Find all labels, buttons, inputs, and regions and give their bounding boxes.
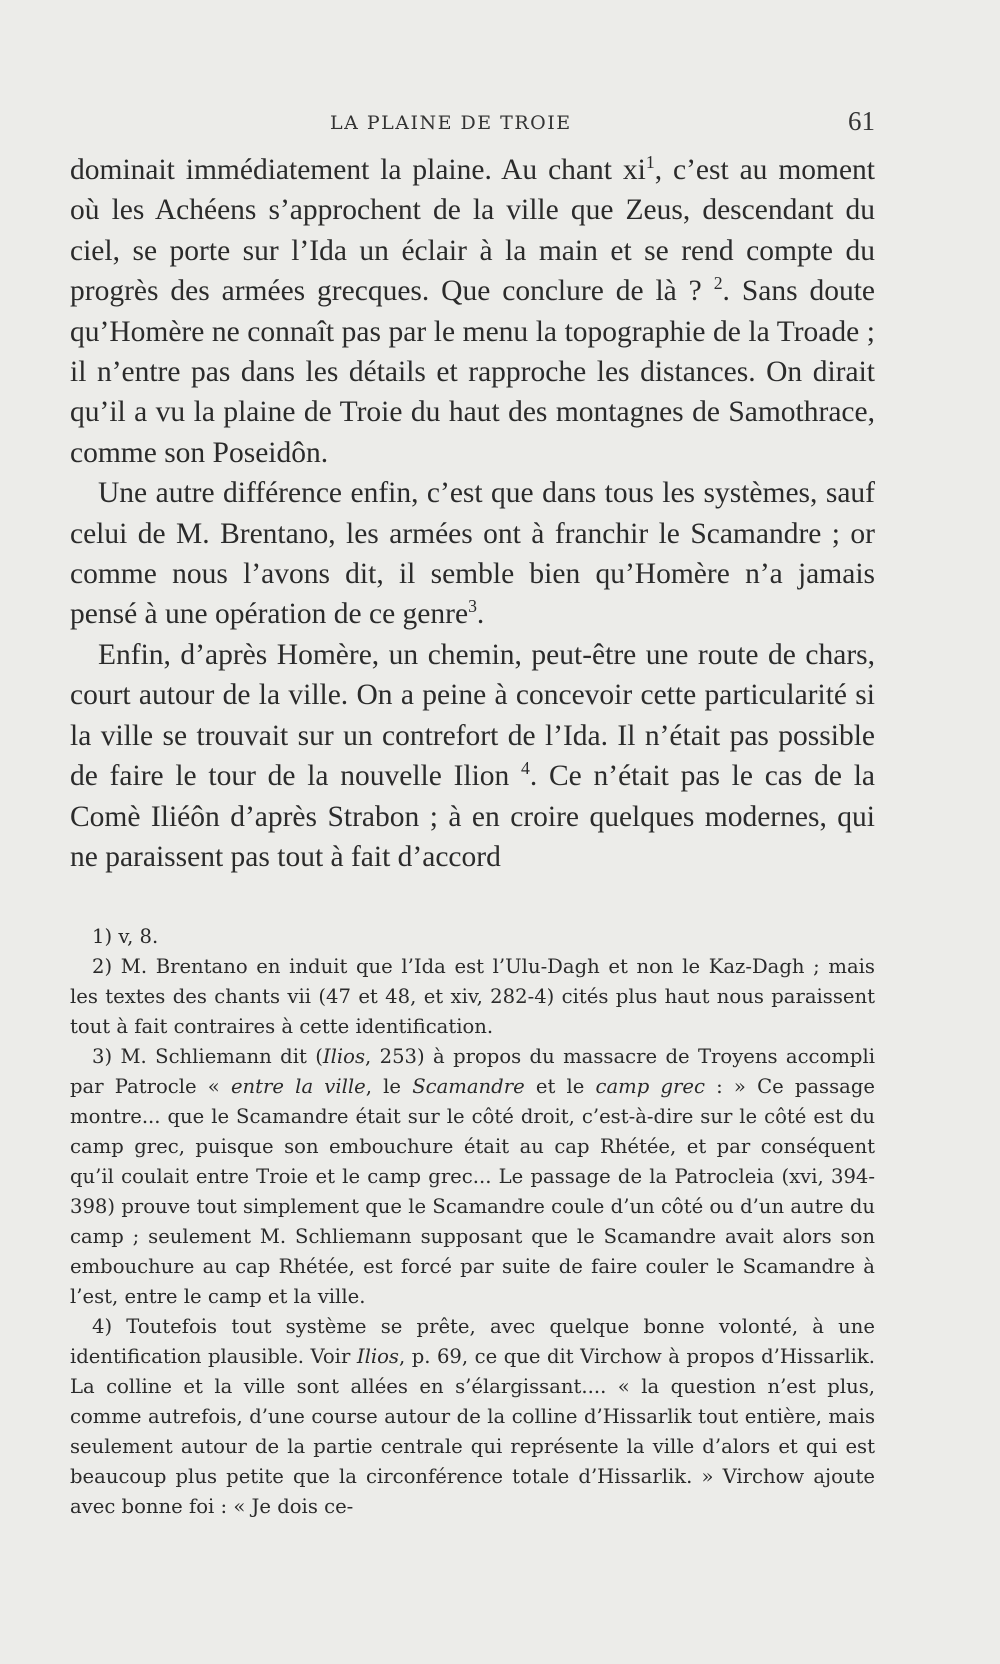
running-title: LA PLAINE DE TROIE <box>330 112 572 134</box>
footnote-2: 2) M. Brentano en induit que l’Ida est l’Ulu-Dagh et non le Kaz-Dagh ; mais les textes des chants vii (47 et 48, et xiv, 282-4) cités plus haut nous paraissent tout à fait contraires à cette identification. <box>70 955 875 1038</box>
text-run: , c’est au moment où les Achéens s’approchent de la ville que Zeus, descendant du ciel, se porte sur l’Ida un éclair à la main et se rend compte du progrès des armées grecques. Que conclure de là ? <box>70 154 876 308</box>
text-run: : » Ce passage montre... que le Scamandre était sur le côté droit, c’est-à-dire sur le côté est du camp grec, puisque son embouchure était au cap Rhétée, et par conséquent qu’il coulait entre Troie et le camp grec... Le passage de la Patrocleia (xvi, 394-398) prouve tout simplement que le Scamandre coule d’un côté ou d’un autre du camp ; seulement M. Schliemann supposant que le Scamandre avait alors son embouchure au cap Rhétée, est forcé par suite de faire couler le Scamandre à l’est, entre le camp et la ville. <box>70 1075 875 1308</box>
footnote-1: 1) v, 8. <box>92 925 159 948</box>
text-run: . Ce n’était pas le cas de la Comè Iliéôn d’après Strabon ; à en croire quelques modernes, qui ne paraissent pas tout à fait d’accord <box>70 760 875 873</box>
footnote-4 <box>70 1312 875 1522</box>
italic-run: Ilios <box>356 1345 399 1368</box>
text-run: Enfin, d’après Homère, un chemin, peut-être une route de chars, court autour de la ville. On a peine à concevoir cette particularité si la ville se trouvait sur un contrefort de l’Ida. Il n’était pas possible de faire le tour de la nouvelle Ilion <box>70 638 875 793</box>
footnote-3 <box>70 1042 875 1312</box>
text-run: , 253) à propos du massacre de Troyens accompli par Patrocle « <box>70 1045 875 1098</box>
footnote-ref: 4 <box>521 758 530 779</box>
footnote-ref: 1 <box>645 152 655 173</box>
text-run: et le <box>524 1075 596 1098</box>
text-run: , p. 69, ce que dit Virchow à propos d’Hissarlik. La colline et la ville sont allées en s’élargissant.... « la question n’est plus, comme autrefois, d’une course autour de la colline d’Hissarlik tout entière, mais seulement autour de la partie centrale qui représente la ville d’alors et qui est beaucoup plus petite que la circonférence totale d’Hissarlik. » Virchow ajoute avec bonne foi : « Je dois ce- <box>70 1345 875 1518</box>
paragraph <box>70 635 875 877</box>
footnote-ref: 3 <box>468 596 477 617</box>
text-run: . <box>476 598 485 631</box>
page-number: 61 <box>848 106 875 136</box>
italic-run: camp grec <box>595 1075 705 1098</box>
text-run: 4) Toutefois tout système se prête, avec quelque bonne volonté, à une identification plausible. Voir <box>70 1315 875 1368</box>
text-run: , le <box>365 1075 413 1098</box>
text-run: Une autre différence enfin, c’est que dans tous les systèmes, sauf celui de M. Brentano, les armées ont à franchir le Scamandre ; or comme nous l’avons dit, il semble bien qu’Homère n’a jamais pensé à une opération de ce genre <box>70 477 875 631</box>
text-run: 3) M. Schliemann dit ( <box>92 1045 323 1068</box>
footnotes <box>70 922 875 1522</box>
italic-run: Scamandre <box>412 1075 525 1098</box>
paragraph <box>70 150 875 473</box>
footnote-ref: 2 <box>713 273 723 294</box>
text-run: . Sans doute qu’Homère ne connaît pas par le menu la topographie de la Troade ; il n’entre pas dans les détails et rapproche les distances. On dirait qu’il a vu la plaine de Troie du haut des montagnes de Samothrace, comme son Poseidôn. <box>70 275 875 469</box>
paragraph <box>70 473 875 635</box>
text-run: dominait immédiatement la plaine. Au chant xi <box>70 154 646 186</box>
italic-run: entre la ville <box>230 1075 366 1098</box>
running-header <box>70 106 875 140</box>
main-text <box>70 150 875 877</box>
italic-run: Ilios <box>322 1045 365 1068</box>
